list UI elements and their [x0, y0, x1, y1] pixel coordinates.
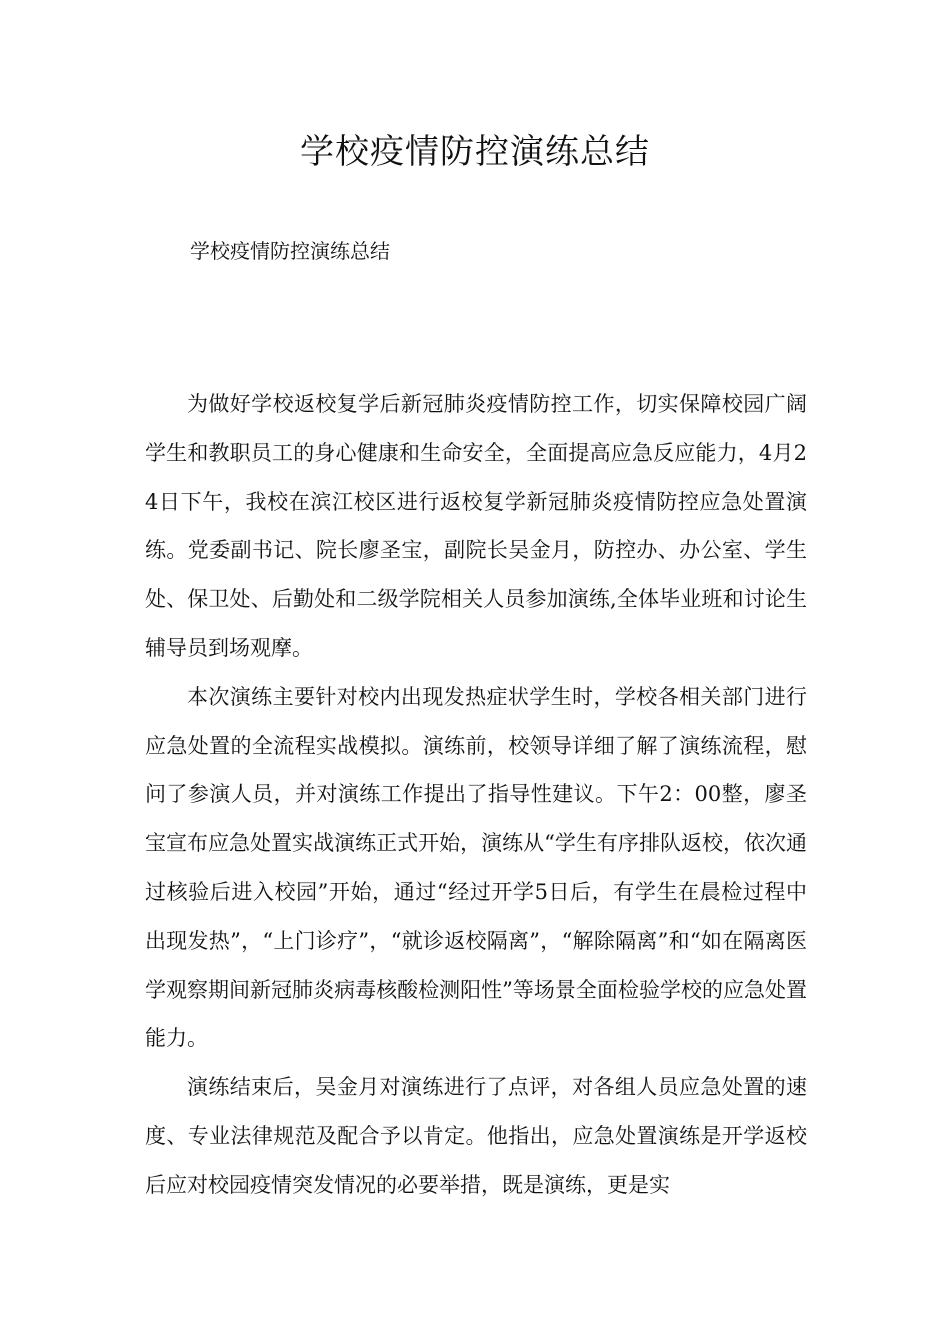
document-title: 学校疫情防控演练总结 [300, 132, 650, 172]
document-subtitle: 学校疫情防控演练总结 [190, 239, 390, 263]
paragraph-3: 演练结束后，吴金月对演练进行了点评，对各组人员应急处置的速度、专业法律规范及配合予以肯定。他指出，应急处置演练是开学返校后应对校园疫情突发情况的必要举措，既是演练，更是实 [145, 1075, 807, 1197]
paragraph-1: 为做好学校返校复学后新冠肺炎疫情防控工作，切实保障校园广阔学生和教职员工的身心健康和生命安全，全面提高应急反应能力，4月24日下午，我校在滨江校区进行返校复学新冠肺炎疫情防控应急处置演练。党委副书记、院长廖圣宝，副院长吴金月，防控办、办公室、学生处、保卫处、后勤处和二级学院相关人员参加演练,全体毕业班和讨论生辅导员到场观摩。 [145, 392, 807, 660]
paragraph-2: 本次演练主要针对校内出现发热症状学生时，学校各相关部门进行应急处置的全流程实战模拟。演练前，校领导详细了解了演练流程，慰问了参演人员，并对演练工作提出了指导性建议。下午2：00整，廖圣宝宣布应急处置实战演练正式开始，演练从“学生有序排队返校，依次通过核验后进入校园”开始，通过“经过开学5日后，有学生在晨检过程中出现发热”，“上门诊疗”，“就诊返校隔离”，“解除隔离”和“如在隔离医学观察期间新冠肺炎病毒核酸检测阳性”等场景全面检验学校的应急处置能力。 [145, 684, 807, 1051]
document-body [145, 380, 807, 1210]
